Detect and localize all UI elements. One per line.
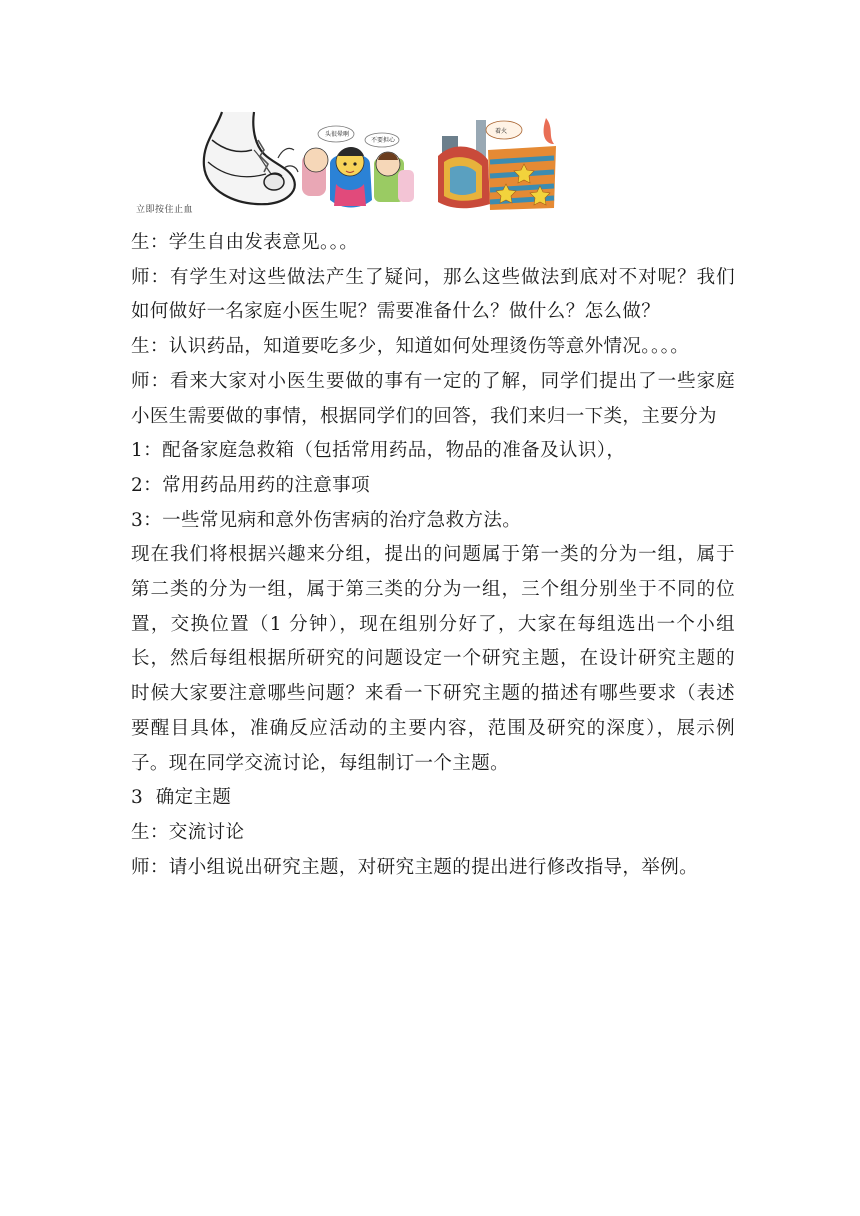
bubble-right-text: 不要担心 xyxy=(371,137,396,144)
paragraph-student-answers: 生：认识药品，知道要吃多少，知道如何处理烫伤等意外情况。。。。 xyxy=(131,336,690,358)
illustration-caption: 立即按住止血 xyxy=(136,205,194,215)
paragraph-student-opinions: 生：学生自由发表意见。。。 xyxy=(131,232,359,253)
illustration-strip xyxy=(128,106,568,218)
paragraph-teacher-guidance: 师：请小组说出研究主题，对研究主题的提出进行修改指导，举例。 xyxy=(131,856,699,878)
bubble-left-text: 头很晕啊 xyxy=(325,131,350,138)
section-heading-topic: 3 确定主题 xyxy=(131,787,232,809)
fire-blanket-image xyxy=(428,106,568,216)
list-item-1: 1：配备家庭急救箱（包括常用药品，物品的准备及认识）， xyxy=(131,440,626,462)
paragraph-teacher-summary: 师：看来大家对小医生要做的事有一定的了解，同学们提出了一些家庭小医生需要做的事情，根据同学们的回答，我们来归一下类，主要分为 xyxy=(131,370,735,427)
paragraph-teacher-questions: 师：有学生对这些做法产生了疑问，那么这些做法到底对不对呢？我们如何做好一名家庭小医生呢？需要准备什么？做什么？怎么做？ xyxy=(131,266,735,323)
list-item-2: 2：常用药品用药的注意事项 xyxy=(131,474,370,496)
cartoon-children-image xyxy=(300,120,420,214)
paragraph-grouping: 现在我们将根据兴趣来分组，提出的问题属于第一类的分为一组，属于第二类的分为一组，属于第三类的分为一组，三个组分别坐于不同的位置，交换位置（1 分钟），现在组别分好了，大家在每组选出一个小组长，然后每组根据所研究的问题设定一个研究主题，在设计研究主题的时候大家要注意哪些问题？来看一下研究主题的描述有哪些要求（表述要醒目具体，准确反应活动的主要内容，范围及研究的深度），展示例子。现在同学交流讨论，每组制订一个主题。 xyxy=(131,544,735,774)
paragraph-student-discussion: 生：交流讨论 xyxy=(131,821,245,843)
lesson-text xyxy=(131,226,735,885)
list-item-3: 3：一些常见病和意外伤害病的治疗急救方法。 xyxy=(131,509,522,531)
bubble-fire-text: 着火 xyxy=(495,128,508,135)
injured-foot-image xyxy=(194,110,314,210)
